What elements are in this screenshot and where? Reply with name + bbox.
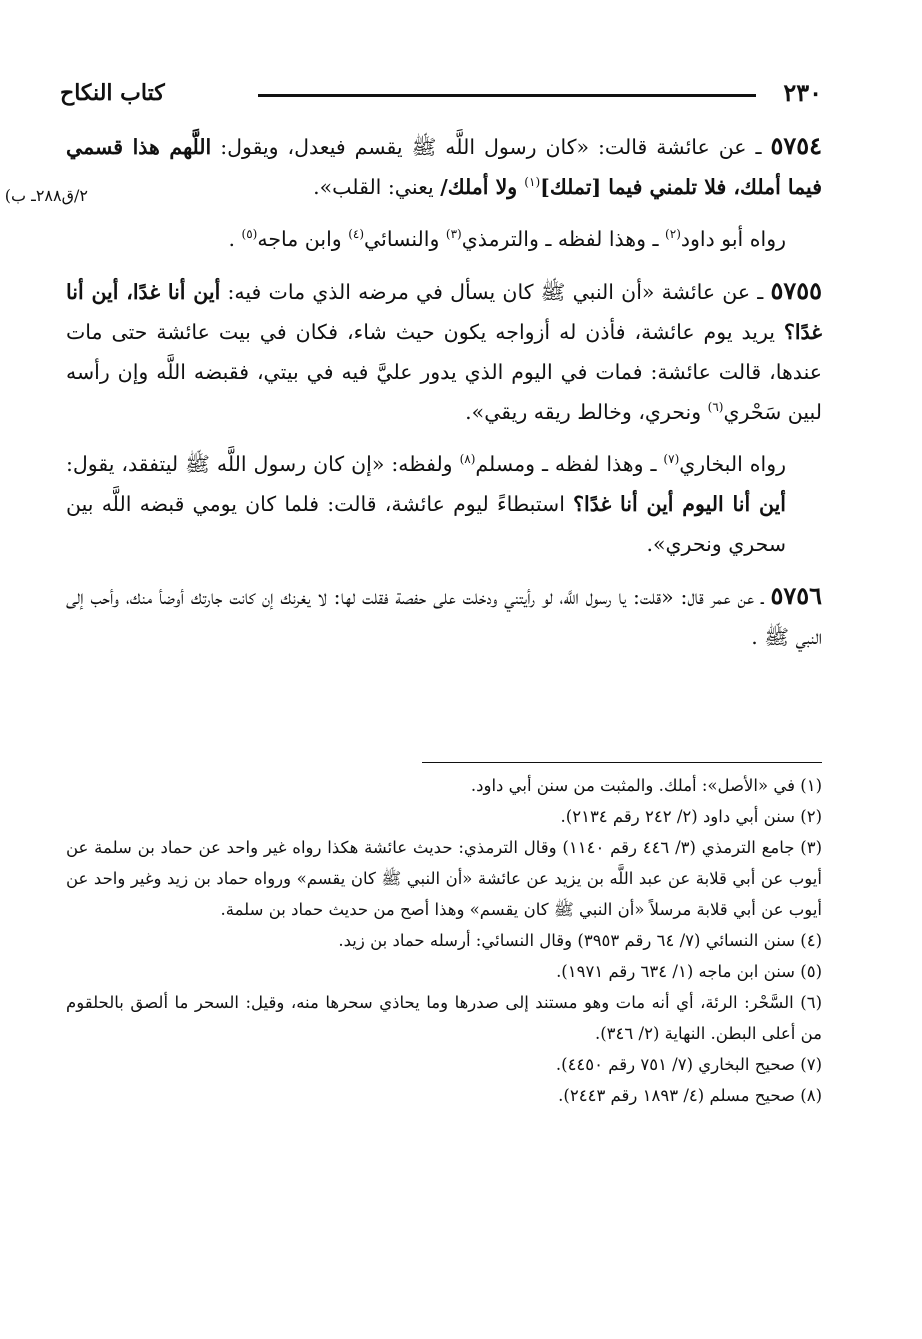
- hadith-text: يعني: القلب».: [313, 175, 441, 199]
- footnote-text: جامع الترمذي (٣/ ٤٤٦ رقم ١١٤٠) وقال الترمذي: حديث عائشة هكذا رواه غير واحد عن حماد بن سلمة عن أيوب عن أبي قلابة عن عبد اللَّه بن يزيد عن عائشة «أن النبي ﷺ كان يقسم» ورواه حماد بن زيد وغير واحد عن أيوب عن أبي قلابة مرسلاً «أن النبي ﷺ كان يقسم» وهذا أصح من حديث حماد بن سلمة.: [66, 838, 822, 919]
- manuscript-margin-ref: ٢/ق٢٨٨ـ ب): [4, 186, 88, 205]
- footnote-3: [66, 832, 822, 925]
- footnote-ref-3: (٣): [445, 227, 462, 242]
- footnote-1: [66, 770, 822, 801]
- source-text: استبطاءً ليوم عائشة، قالت: فلما كان يومي قبضه اللَّه بين سحري ونحري».: [66, 492, 786, 556]
- source-text: رواه البخاري: [679, 452, 787, 476]
- footnote-ref-6: (٦): [707, 400, 724, 415]
- footnote-8: [66, 1080, 822, 1111]
- footnote-ref-7: (٧): [663, 452, 680, 467]
- footnote-4: [66, 925, 822, 956]
- footnote-6: [66, 987, 822, 1049]
- hadith-5755-sources: [66, 444, 822, 564]
- footnote-ref-1: (١): [524, 175, 541, 190]
- source-text: ـ وهذا لفظه ـ والترمذي: [461, 227, 666, 251]
- hadith-text: يريد يوم عائشة، فأذن له أزواجه يكون حيث شاء، فكان في بيت عائشة حتى مات عندها، قالت عائشة: فمات في اليوم الذي يدور عليَّ فيه في بيتي، فقبضه اللَّه وإن رأسه لبين سَحْري: [66, 320, 822, 424]
- footnote-number: (٢): [800, 807, 822, 826]
- footnote-number: (٣): [800, 838, 822, 857]
- hadith-number: ٥٧٥٥: [770, 276, 823, 305]
- source-text: والنسائي: [364, 227, 446, 251]
- hadith-quote: اللَّهم هذا قسمي فيما أملك، فلا تلمني فيما [تملك]: [66, 135, 822, 199]
- footnote-text: صحيح البخاري (٧/ ٧٥١ رقم ٤٤٥٠).: [555, 1055, 801, 1074]
- footnote-7: [66, 1049, 822, 1080]
- footnote-2: [66, 801, 822, 832]
- source-text: .: [228, 227, 242, 251]
- footnote-number: (٨): [800, 1086, 822, 1105]
- footnote-number: (٦): [800, 993, 822, 1012]
- hadith-quote: ولا أملك/: [440, 175, 525, 199]
- hadith-number: ٥٧٥٤: [770, 131, 823, 160]
- source-text: ـ وهذا لفظه ـ ومسلم: [475, 452, 664, 476]
- hadith-5754-sources: [66, 219, 822, 259]
- footnote-ref-2: (٢): [665, 227, 681, 242]
- footnote-text: في «الأصل»: أملك. والمثبت من سنن أبي داود.: [470, 776, 801, 795]
- footnote-text: السَّحْر: الرئة، أي أنه مات وهو مستند إلى صدرها وما يحاذي سحرها منه، وقيل: السحر ما ألصق بالحلقوم من أعلى البطن. النهاية (٢/ ٣٤٦).: [66, 993, 822, 1043]
- hadith-number: ٥٧٥٦: [770, 581, 822, 610]
- main-text: [66, 126, 822, 669]
- hadith-5754: [66, 126, 822, 207]
- source-text: رواه أبو داود: [680, 227, 786, 251]
- page-number: ٢٣٠: [783, 78, 822, 107]
- page-header: [60, 78, 822, 112]
- footnote-number: (١): [800, 776, 822, 795]
- hadith-quote: أين أنا اليوم أين أنا غدًا؟: [573, 492, 786, 516]
- footnote-5: [66, 956, 822, 987]
- footnote-text: صحيح مسلم (٤/ ١٨٩٣ رقم ٢٤٤٣).: [558, 1086, 801, 1105]
- header-rule: [258, 94, 756, 97]
- hadith-text: ـ عن عمر قال: «قلت: يا رسول اللَّه، لو رأيتني ودخلت على حفصة فقلت لها: لا يغرنك إن كانت جارتك أوضأ منك، وأحب إلى النبي ﷺ .: [66, 585, 822, 649]
- hadith-text: ونحري، وخالط ريقه ريقي».: [465, 400, 708, 424]
- hadith-5756: [66, 576, 822, 657]
- footnotes: [66, 770, 822, 1111]
- hadith-quote: أين أنا غدًا، أين أنا غدًا؟: [66, 280, 822, 344]
- book-title: كتاب النكاح: [60, 80, 165, 106]
- hadith-text: ـ عن عائشة «أن النبي ﷺ كان يسأل في مرضه الذي مات فيه:: [220, 280, 771, 304]
- footnote-ref-8: (٨): [459, 452, 476, 467]
- footnote-number: (٤): [800, 931, 822, 950]
- hadith-text: ـ عن عائشة قالت: «كان رسول اللَّه ﷺ يقسم فيعدل، ويقول:: [211, 135, 771, 159]
- source-text: ولفظه: «إن كان رسول اللَّه ﷺ ليتفقد، يقول:: [66, 452, 460, 476]
- footnote-divider: [422, 762, 822, 763]
- hadith-5755: [66, 271, 822, 432]
- source-text: وابن ماجه: [257, 227, 349, 251]
- footnote-ref-4: (٤): [348, 227, 365, 242]
- footnote-text: سنن النسائي (٧/ ٦٤ رقم ٣٩٥٣) وقال النسائي: أرسله حماد بن زيد.: [338, 931, 801, 950]
- footnote-ref-5: (٥): [241, 227, 258, 242]
- footnote-text: سنن ابن ماجه (١/ ٦٣٤ رقم ١٩٧١).: [556, 962, 801, 981]
- footnote-text: سنن أبي داود (٢/ ٢٤٢ رقم ٢١٣٤).: [560, 807, 801, 826]
- footnote-number: (٧): [800, 1055, 822, 1074]
- footnote-number: (٥): [800, 962, 822, 981]
